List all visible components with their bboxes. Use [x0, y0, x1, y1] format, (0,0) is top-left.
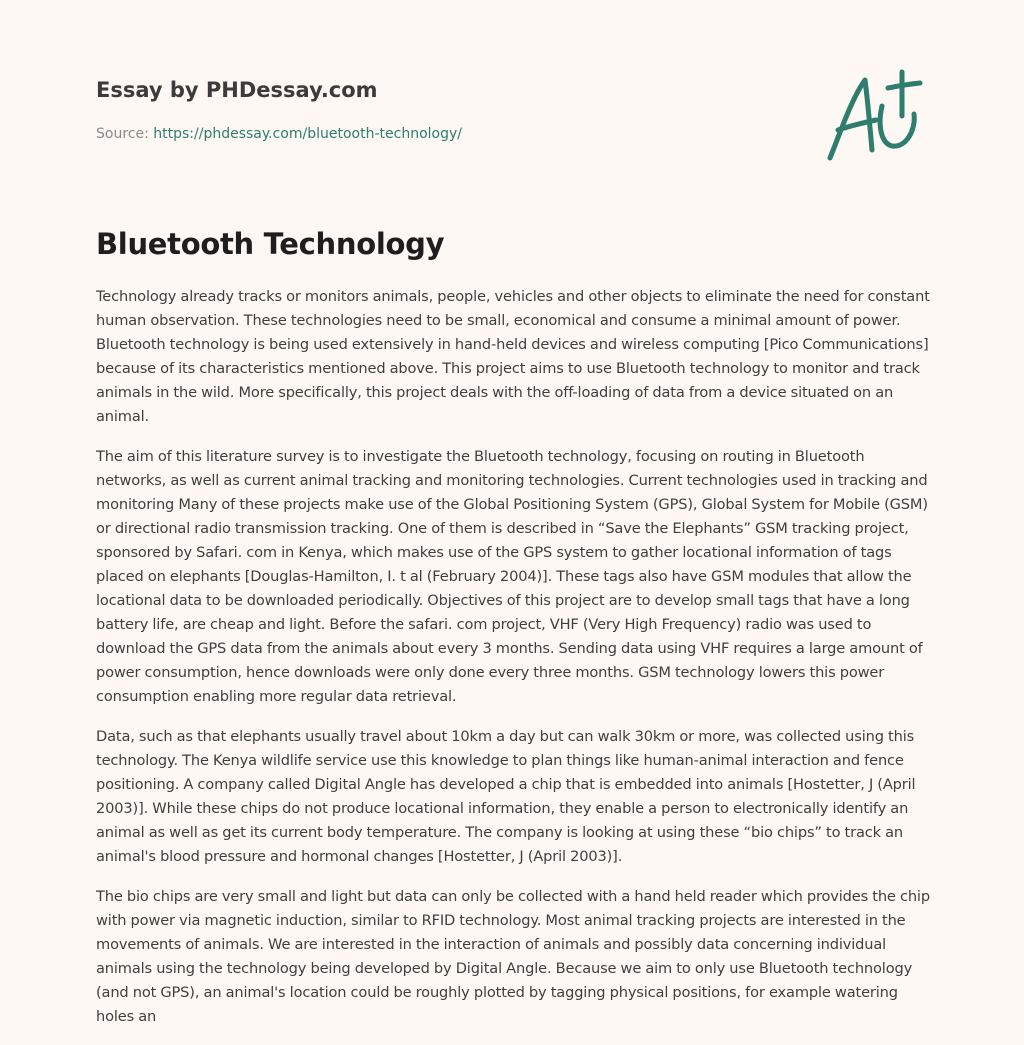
essay-paragraph: The bio chips are very small and light but data can only be collected with a hand held reader which provides the chip with power via magnetic induction, similar to RFID technology. Most animal tracking projects are interested in the movements of animals. We are interested in the interaction of animals and possibly data concerning individual animals using the technology being developed by Digital Angle. Because we aim to only use Bluetooth technology (and not GPS), an animal's location could be roughly plotted by tagging physical positions, for example watering holes an — [96, 888, 930, 1025]
source-link[interactable]: https://phdessay.com/bluetooth-technology/ — [153, 126, 462, 142]
essay-paragraph: Data, such as that elephants usually travel about 10km a day but can walk 30km or more, was collected using this technology. The Kenya wildlife service use this knowledge to plan things like human-animal interaction and fence positioning. A company called Digital Angle has developed a chip that is embedded into animals [Hostetter, J (April 2003)]. While these chips do not produce locational information, they enable a person to electronically identify an animal as well as get its current body temperature. The company is looking at using these “bio chips” to track an animal's blood pressure and hormonal changes [Hostetter, J (April 2003)]. — [96, 728, 916, 865]
a-plus-logo-icon — [820, 68, 930, 168]
essay-title: Bluetooth Technology — [96, 227, 445, 261]
site-title: Essay by PHDessay.com — [96, 78, 378, 102]
essay-paragraph: The aim of this literature survey is to investigate the Bluetooth technology, focusing on routing in Bluetooth networks, as well as current animal tracking and monitoring technologies. Current technologies used in tracking and monitoring Many of these projects make use of the Global Positioning System (GPS), Global System for Mobile (GSM) or directional radio transmission tracking. One of them is described in “Save the Elephants” GSM tracking project, sponsored by Safari. com in Kenya, which makes use of the GPS system to gather locational information of tags placed on elephants [Douglas-Hamilton, I. t al (February 2004)]. These tags also have GSM modules that allow the locational data to be downloaded periodically. Objectives of this project are to develop small tags that have a long battery life, are cheap and light. Before the safari. com project, VHF (Very High Frequency) radio was used to download the GPS data from the animals about every 3 months. Sending data using VHF requires a large amount of power consumption, hence downloads were only done every three months. GSM technology lowers this power consumption enabling more regular data retrieval. — [96, 448, 928, 705]
essay-body — [96, 285, 932, 1045]
page-header — [96, 72, 796, 146]
essay-paragraph: Technology already tracks or monitors animals, people, vehicles and other objects to eliminate the need for constant human observation. These technologies need to be small, economical and consume a minimal amount of power. Bluetooth technology is being used extensively in hand-held devices and wireless computing [Pico Communications] because of its characteristics mentioned above. This project aims to use Bluetooth technology to monitor and track animals in the wild. More specifically, this project deals with the off-loading of data from a device situated on an animal. — [96, 288, 930, 425]
source-label: Source: — [96, 126, 154, 142]
source-line — [96, 122, 796, 146]
